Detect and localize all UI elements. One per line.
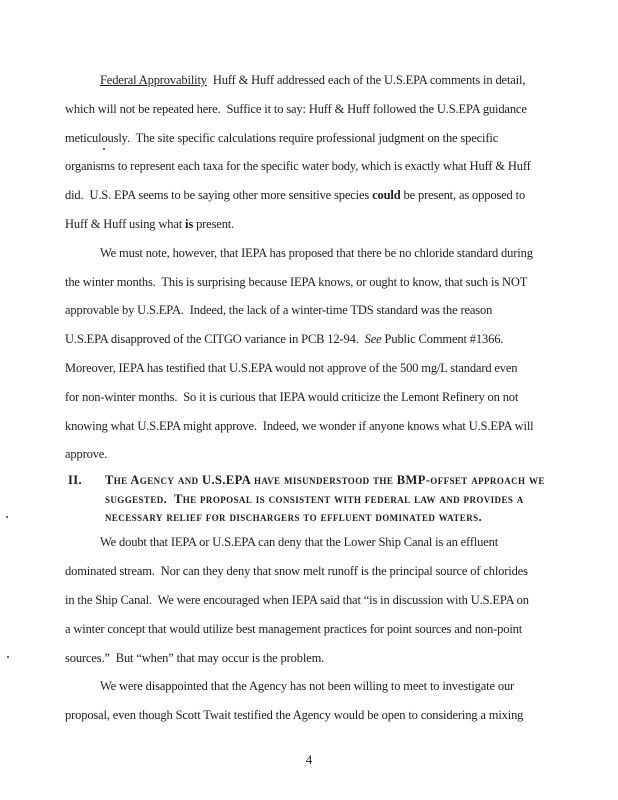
text-line: did. U.S. EPA seems to be saying other more sensitive species could be present, as opposed to bbox=[65, 188, 526, 203]
scan-speck bbox=[6, 516, 8, 518]
italic-citation-signal: See bbox=[364, 332, 382, 347]
text-line: approve. bbox=[65, 447, 108, 462]
section-heading-2 bbox=[68, 471, 559, 526]
text-line: a winter concept that would utilize best management practices for point sources and non-point bbox=[65, 621, 523, 636]
bold-emphasis: could bbox=[372, 188, 401, 203]
section-number: II. bbox=[68, 473, 83, 488]
text-line: Federal Approvability Huff & Huff addressed each of the U.S.EPA comments in detail, bbox=[100, 73, 526, 87]
text-line: which will not be repeated here. Suffice it to say: Huff & Huff followed the U.S.EPA guidance bbox=[65, 101, 527, 116]
paragraph-chloride-standard bbox=[65, 239, 559, 469]
text-line: U.S.EPA disapproved of the CITGO variance in PCB 12-94. See Public Comment #1366. bbox=[65, 332, 504, 347]
paragraph-effluent-dominated bbox=[65, 528, 559, 672]
heading-line: necessary relief for dischargers to effluent dominated waters. bbox=[105, 509, 483, 524]
page-number: 4 bbox=[305, 752, 313, 767]
paragraph-federal-approvability bbox=[65, 66, 559, 239]
bold-emphasis: is bbox=[185, 216, 194, 231]
text-line: proposal, even though Scott Twait testified the Agency would be open to considering a mixing bbox=[65, 708, 524, 723]
section-heading-text bbox=[105, 471, 545, 526]
text-line: Moreover, IEPA has testified that U.S.EPA would not approve of the 500 mg/L standard even bbox=[65, 360, 518, 375]
text-line: We were disappointed that the Agency has not been willing to meet to investigate our bbox=[100, 679, 515, 694]
text-line: sources.” But “when” that may occur is the problem. bbox=[65, 650, 325, 665]
document-body bbox=[65, 66, 559, 730]
text-line: We doubt that IEPA or U.S.EPA can deny that the Lower Ship Canal is an effluent bbox=[100, 535, 499, 550]
text-line: We must note, however, that IEPA has proposed that there be no chloride standard during bbox=[100, 245, 533, 260]
scan-speck bbox=[7, 656, 9, 658]
text-line: dominated stream. Nor can they deny that snow melt runoff is the principal source of chlorides bbox=[65, 564, 528, 579]
text-line: organisms to represent each taxa for the specific water body, which is exactly what Huff & Huff bbox=[65, 159, 531, 174]
paragraph-disappointed bbox=[65, 672, 559, 730]
text-line: meticulously. The site specific calculations require professional judgment on the specific bbox=[65, 130, 499, 145]
heading-line: suggested. The proposal is consistent with federal law and provides a bbox=[105, 491, 524, 506]
text-line: knowing what U.S.EPA might approve. Indeed, we wonder if anyone knows what U.S.EPA will bbox=[65, 418, 534, 433]
text-line: for non-winter months. So it is curious that IEPA would criticize the Lemont Refinery on not bbox=[65, 389, 519, 404]
text-line: the winter months. This is surprising because IEPA knows, or ought to know, that such is NOT bbox=[65, 274, 528, 289]
text-line: Huff & Huff using what is present. bbox=[65, 216, 235, 231]
text-line: in the Ship Canal. We were encouraged when IEPA said that “is in discussion with U.S.EPA on bbox=[65, 592, 529, 607]
heading-line: The Agency and U.S.EPA have misunderstood the BMP-offset approach we bbox=[105, 473, 545, 488]
text-line: approvable by U.S.EPA. Indeed, the lack of a winter-time TDS standard was the reason bbox=[65, 303, 493, 318]
run-in-heading: Federal Approvability bbox=[100, 73, 207, 87]
